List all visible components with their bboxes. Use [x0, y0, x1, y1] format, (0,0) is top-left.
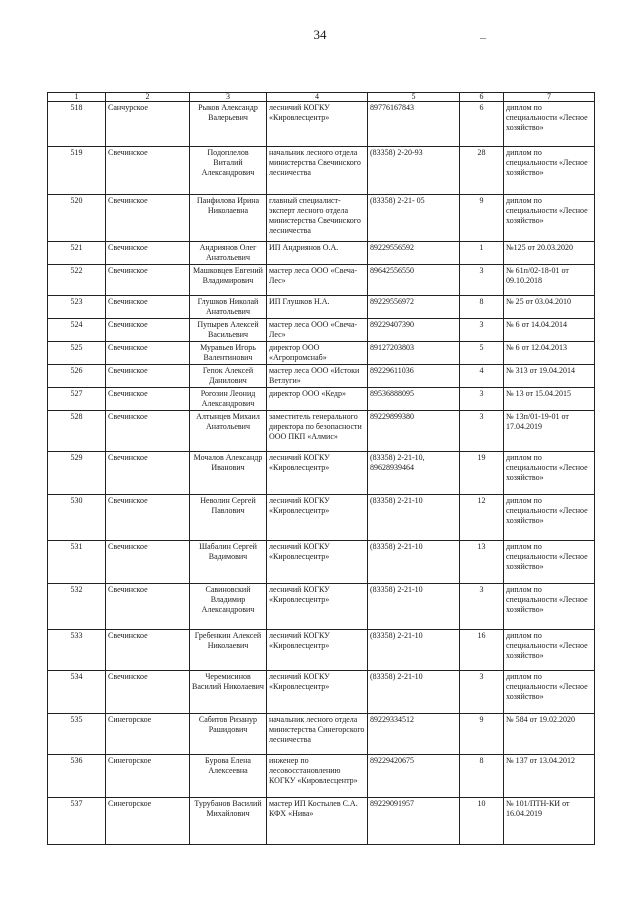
document: диплом по специальности «Лесное хозяйство»	[504, 452, 595, 495]
table-row	[48, 102, 595, 147]
table-row	[48, 495, 595, 541]
registry-table	[47, 92, 595, 845]
position-organization: инженер по лесовосстановлению КОГКУ «Кировлесцентр»	[267, 755, 368, 798]
table-row	[48, 296, 595, 319]
person-name: Панфилова Ирина Николаевна	[190, 195, 267, 242]
forestry-name: Свечинское	[106, 671, 190, 714]
row-number: 536	[48, 755, 106, 798]
document: диплом по специальности «Лесное хозяйство»	[504, 671, 595, 714]
phone-number: 89229334512	[368, 714, 460, 755]
table-row	[48, 147, 595, 195]
person-name: Савиновский Владимир Александрович	[190, 584, 267, 630]
person-name: Неволин Сергей Павлович	[190, 495, 267, 541]
document: диплом по специальности «Лесное хозяйство»	[504, 630, 595, 671]
document: № 61п/02-18-01 от 09.10.2018	[504, 265, 595, 296]
position-organization: начальник лесного отдела министерства Свечинского лесничества	[267, 147, 368, 195]
table-row	[48, 541, 595, 584]
position-organization: мастер леса ООО «Истоки Ветлуги»	[267, 365, 368, 388]
forestry-name: Свечинское	[106, 195, 190, 242]
position-organization: заместитель генерального директора по безопасности ООО ПКП «Алмис»	[267, 411, 368, 452]
forestry-name: Свечинское	[106, 388, 190, 411]
phone-number: (83358) 2-21-10	[368, 630, 460, 671]
phone-number: (83358) 2-21-10	[368, 495, 460, 541]
phone-number: 89127203803	[368, 342, 460, 365]
person-name: Гребенкин Алексей Николаевич	[190, 630, 267, 671]
person-name: Муравьев Игорь Валентинович	[190, 342, 267, 365]
table-row	[48, 365, 595, 388]
forestry-name: Свечинское	[106, 495, 190, 541]
document: № 313 от 19.04.2014	[504, 365, 595, 388]
row-number: 523	[48, 296, 106, 319]
experience-years: 3	[460, 265, 504, 296]
phone-number: 89642556550	[368, 265, 460, 296]
document: № 101/ПТН-КИ от 16.04.2019	[504, 798, 595, 845]
experience-years: 9	[460, 195, 504, 242]
person-name: Турубанов Василий Михайлович	[190, 798, 267, 845]
experience-years: 5	[460, 342, 504, 365]
row-number: 524	[48, 319, 106, 342]
phone-number: 89776167843	[368, 102, 460, 147]
table-row	[48, 195, 595, 242]
forestry-name: Синегорское	[106, 755, 190, 798]
forestry-name: Синегорское	[106, 798, 190, 845]
forestry-name: Синегорское	[106, 714, 190, 755]
forestry-name: Свечинское	[106, 296, 190, 319]
position-organization: лесничий КОГКУ «Кировлесцентр»	[267, 671, 368, 714]
experience-years: 6	[460, 102, 504, 147]
row-number: 520	[48, 195, 106, 242]
experience-years: 4	[460, 365, 504, 388]
row-number: 532	[48, 584, 106, 630]
person-name: Сабитов Ризанур Рашидович	[190, 714, 267, 755]
document: № 6 от 14.04.2014	[504, 319, 595, 342]
experience-years: 8	[460, 296, 504, 319]
table-row	[48, 798, 595, 845]
person-name: Подоплелов Виталий Александрович	[190, 147, 267, 195]
row-number: 522	[48, 265, 106, 296]
row-number: 527	[48, 388, 106, 411]
experience-years: 9	[460, 714, 504, 755]
document: диплом по специальности «Лесное хозяйство»	[504, 541, 595, 584]
phone-number: 89229407390	[368, 319, 460, 342]
row-number: 528	[48, 411, 106, 452]
document: диплом по специальности «Лесное хозяйство»	[504, 102, 595, 147]
position-organization: лесничий КОГКУ «Кировлесцентр»	[267, 102, 368, 147]
row-number: 521	[48, 242, 106, 265]
row-number: 525	[48, 342, 106, 365]
forestry-name: Свечинское	[106, 452, 190, 495]
experience-years: 28	[460, 147, 504, 195]
person-name: Черемисинов Василий Николаевич	[190, 671, 267, 714]
table-row	[48, 452, 595, 495]
corner-mark: –	[480, 30, 486, 44]
person-name: Рогозин Леонид Александрович	[190, 388, 267, 411]
row-number: 537	[48, 798, 106, 845]
phone-number: (83358) 2-21-10	[368, 671, 460, 714]
document: № 25 от 03.04.2010	[504, 296, 595, 319]
row-number: 530	[48, 495, 106, 541]
row-number: 519	[48, 147, 106, 195]
forestry-name: Свечинское	[106, 342, 190, 365]
phone-number: (83358) 2-21- 05	[368, 195, 460, 242]
person-name: Алтынцев Михаил Анатольевич	[190, 411, 267, 452]
table-row	[48, 265, 595, 296]
phone-number: (83358) 2-21-10	[368, 541, 460, 584]
experience-years: 10	[460, 798, 504, 845]
column-header: 6	[460, 93, 504, 102]
table-row	[48, 342, 595, 365]
row-number: 526	[48, 365, 106, 388]
document: № 6 от 12.04.2013	[504, 342, 595, 365]
person-name: Шабалин Сергей Вадимович	[190, 541, 267, 584]
column-header: 4	[267, 93, 368, 102]
experience-years: 19	[460, 452, 504, 495]
experience-years: 3	[460, 411, 504, 452]
table-row	[48, 388, 595, 411]
position-organization: мастер леса ООО «Свеча-Лес»	[267, 319, 368, 342]
position-organization: мастер ИП Костылев С.А. КФХ «Нива»	[267, 798, 368, 845]
table-row	[48, 319, 595, 342]
position-organization: лесничий КОГКУ «Кировлесцентр»	[267, 495, 368, 541]
phone-number: 89229899380	[368, 411, 460, 452]
forestry-name: Свечинское	[106, 147, 190, 195]
forestry-name: Свечинское	[106, 541, 190, 584]
row-number: 533	[48, 630, 106, 671]
document: № 584 от 19.02.2020	[504, 714, 595, 755]
experience-years: 3	[460, 388, 504, 411]
column-header: 3	[190, 93, 267, 102]
position-organization: ИП Глушков Н.А.	[267, 296, 368, 319]
document: № 137 от 13.04.2012	[504, 755, 595, 798]
column-header: 2	[106, 93, 190, 102]
position-organization: лесничий КОГКУ «Кировлесцентр»	[267, 584, 368, 630]
row-number: 518	[48, 102, 106, 147]
document: диплом по специальности «Лесное хозяйство»	[504, 495, 595, 541]
experience-years: 16	[460, 630, 504, 671]
phone-number: (83358) 2-21-10, 89628939464	[368, 452, 460, 495]
document: диплом по специальности «Лесное хозяйство»	[504, 584, 595, 630]
row-number: 529	[48, 452, 106, 495]
experience-years: 12	[460, 495, 504, 541]
person-name: Пупырев Алексей Васильевич	[190, 319, 267, 342]
document: диплом по специальности «Лесное хозяйство»	[504, 195, 595, 242]
forestry-name: Свечинское	[106, 584, 190, 630]
forestry-name: Свечинское	[106, 411, 190, 452]
forestry-name: Свечинское	[106, 630, 190, 671]
forestry-name: Свечинское	[106, 265, 190, 296]
row-number: 534	[48, 671, 106, 714]
experience-years: 3	[460, 584, 504, 630]
position-organization: ИП Андриянов О.А.	[267, 242, 368, 265]
table-row	[48, 755, 595, 798]
header-row	[48, 93, 595, 102]
document: № 13п/01-19-01 от 17.04.2019	[504, 411, 595, 452]
row-number: 531	[48, 541, 106, 584]
person-name: Бурова Елена Алексеевна	[190, 755, 267, 798]
phone-number: 89229091957	[368, 798, 460, 845]
row-number: 535	[48, 714, 106, 755]
person-name: Машковцев Евгений Владимирович	[190, 265, 267, 296]
document: № 13 от 15.04.2015	[504, 388, 595, 411]
experience-years: 3	[460, 319, 504, 342]
experience-years: 1	[460, 242, 504, 265]
forestry-name: Свечинское	[106, 319, 190, 342]
position-organization: лесничий КОГКУ «Кировлесцентр»	[267, 630, 368, 671]
experience-years: 3	[460, 671, 504, 714]
position-organization: начальник лесного отдела министерства Синегорского лесничества	[267, 714, 368, 755]
forestry-name: Свечинское	[106, 242, 190, 265]
position-organization: мастер леса ООО «Свеча-Лес»	[267, 265, 368, 296]
experience-years: 8	[460, 755, 504, 798]
position-organization: главный специалист-эксперт лесного отдела министерства Свечинского лесничества	[267, 195, 368, 242]
column-header: 5	[368, 93, 460, 102]
table-row	[48, 411, 595, 452]
table-row	[48, 584, 595, 630]
table-row	[48, 242, 595, 265]
phone-number: 89229556972	[368, 296, 460, 319]
table-row	[48, 671, 595, 714]
phone-number: (83358) 2-21-10	[368, 584, 460, 630]
table-row	[48, 714, 595, 755]
page-number: 34	[313, 27, 327, 42]
person-name: Рыков Александр Валерьевич	[190, 102, 267, 147]
forestry-name: Санчурское	[106, 102, 190, 147]
forestry-name: Свечинское	[106, 365, 190, 388]
column-header: 7	[504, 93, 595, 102]
position-organization: директор ООО «Агропромснаб»	[267, 342, 368, 365]
document: диплом по специальности «Лесное хозяйство»	[504, 147, 595, 195]
table-row	[48, 630, 595, 671]
column-header: 1	[48, 93, 106, 102]
person-name: Андриянов Олег Анатольевич	[190, 242, 267, 265]
person-name: Гепок Алексей Данилович	[190, 365, 267, 388]
position-organization: лесничий КОГКУ «Кировлесцентр»	[267, 452, 368, 495]
position-organization: директор ООО «Кедр»	[267, 388, 368, 411]
phone-number: 89229611036	[368, 365, 460, 388]
phone-number: (83358) 2-20-93	[368, 147, 460, 195]
experience-years: 13	[460, 541, 504, 584]
position-organization: лесничий КОГКУ «Кировлесцентр»	[267, 541, 368, 584]
phone-number: 89536888095	[368, 388, 460, 411]
phone-number: 89229556592	[368, 242, 460, 265]
person-name: Мочалов Александр Иванович	[190, 452, 267, 495]
person-name: Глушков Николай Анатольевич	[190, 296, 267, 319]
phone-number: 89229420675	[368, 755, 460, 798]
document: №125 от 20.03.2020	[504, 242, 595, 265]
